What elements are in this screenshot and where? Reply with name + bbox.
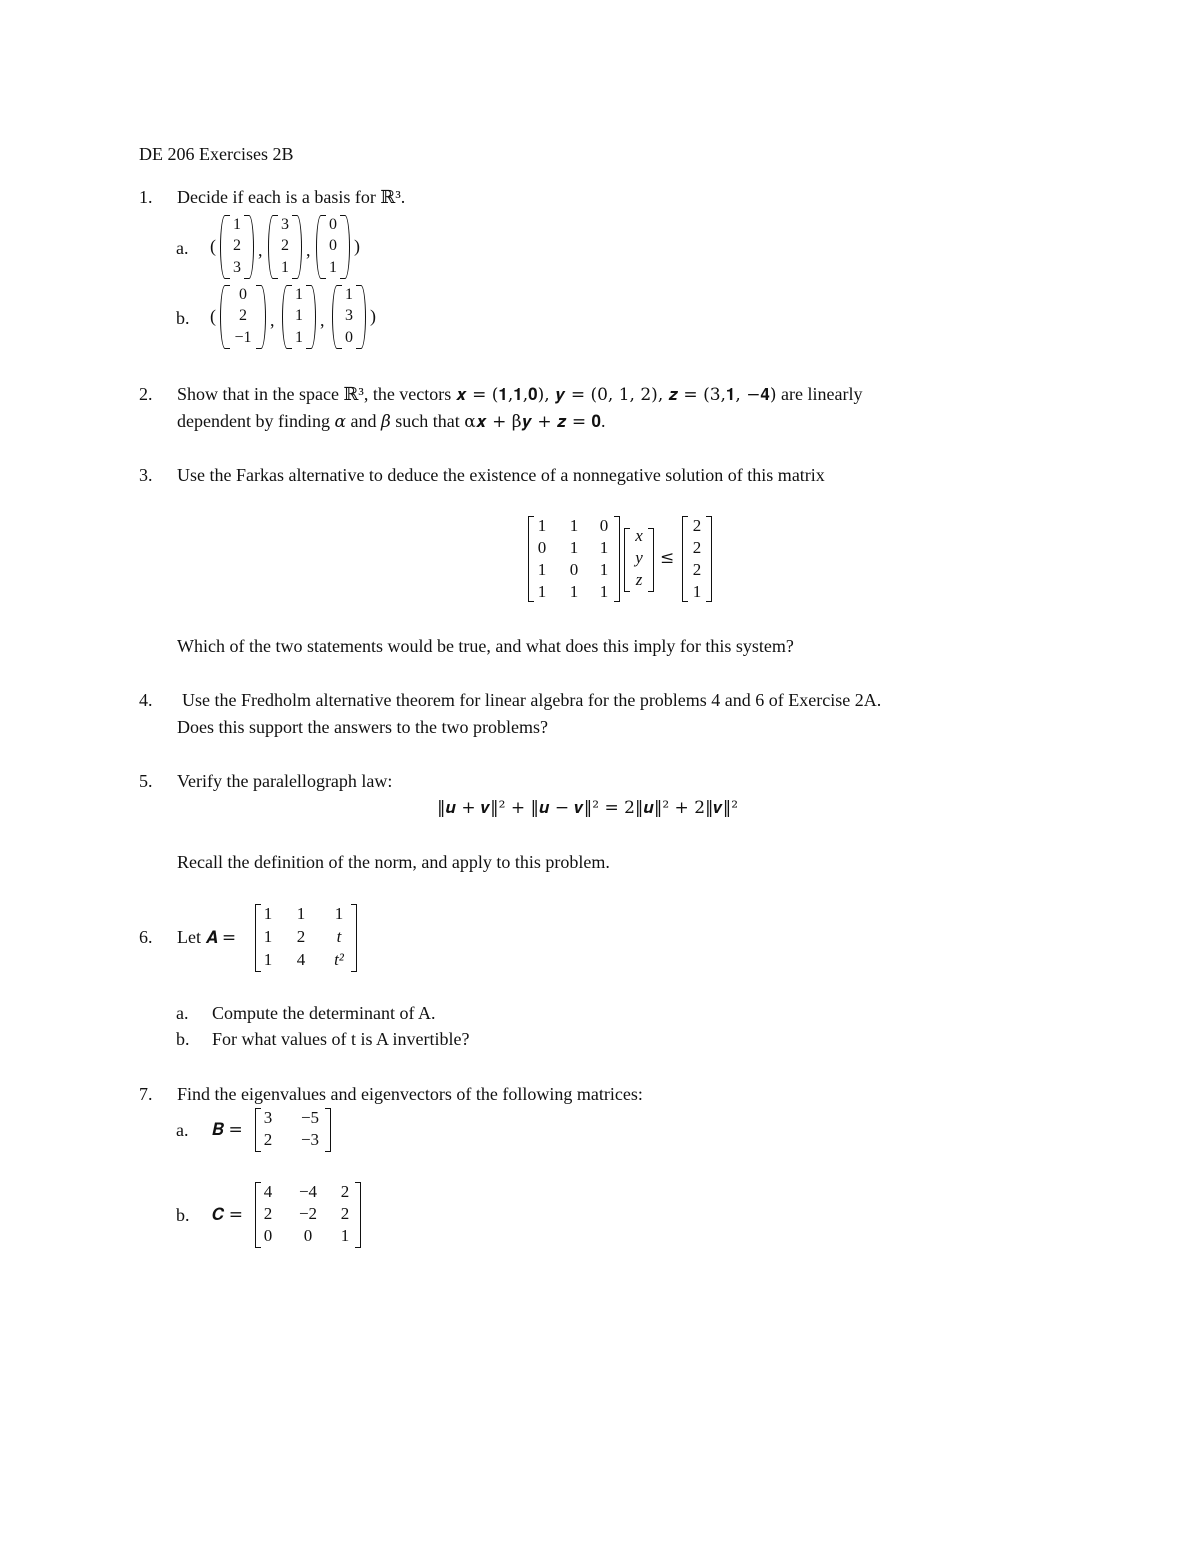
question-7-number: 7. [139, 1084, 153, 1104]
vector-set-close-paren: ) [354, 236, 360, 256]
matrix-B: 3 −5 2 −3 [255, 1107, 331, 1151]
question-5-text: Verify the paralellograph law: [177, 771, 393, 791]
question-3-text: Use the Farkas alternative to deduce the existence of a nonnegative solution of this matrix [177, 465, 825, 485]
vector-1a-1: 1 2 3 [220, 215, 254, 281]
vector-set-open-paren: ( [210, 236, 216, 256]
vector-set-open-paren: ( [210, 306, 216, 326]
question-2-number: 2. [139, 384, 153, 404]
question-7b-label: b. [176, 1205, 190, 1225]
farkas-variable-vector: x y z [624, 526, 654, 592]
question-6-let: Let 𝑨 = [177, 927, 237, 948]
question-4-number: 4. [139, 690, 153, 710]
comma: , [258, 240, 263, 260]
matrix-A: 1 1 1 1 2 t 1 4 t² [255, 903, 357, 971]
vector-1b-2: 1 1 1 [282, 285, 316, 351]
question-6b-label: b. [176, 1029, 190, 1049]
farkas-coefficient-matrix: 1 1 0 0 1 1 1 0 1 1 1 1 [528, 514, 620, 602]
question-4-line-2: Does this support the answers to the two problems? [177, 717, 548, 737]
question-1b-label: b. [176, 308, 190, 328]
question-5-number: 5. [139, 771, 153, 791]
comma: , [320, 310, 325, 330]
question-6a-label: a. [176, 1003, 189, 1023]
page-title: DE 206 Exercises 2B [139, 144, 294, 164]
vector-1a-2: 3 2 1 [268, 215, 302, 281]
vector-1a-3: 0 0 1 [316, 215, 350, 281]
vector-1b-3: 1 3 0 [332, 285, 366, 351]
matrix-B-name: 𝑩 = [212, 1120, 243, 1140]
question-2-line-2: dependent by finding α and β such that α𝒙 + β𝒚 + 𝒛 = 𝟎. [177, 411, 606, 432]
parallelogram-law-formula: ‖𝒖 + 𝒗‖² + ‖𝒖 − 𝒗‖² = 2‖𝒖‖² + 2‖𝒗‖² [437, 798, 739, 818]
question-7a-label: a. [176, 1120, 189, 1140]
comma: , [306, 240, 311, 260]
question-1a-label: a. [176, 238, 189, 258]
question-7-text: Find the eigenvalues and eigenvectors of the following matrices: [177, 1084, 643, 1104]
question-6-number: 6. [139, 927, 153, 947]
question-6a-text: Compute the determinant of A. [212, 1003, 436, 1023]
comma: , [270, 310, 275, 330]
question-6b-text: For what values of t is A invertible? [212, 1029, 470, 1049]
matrix-C-name: 𝑪 = [212, 1205, 244, 1225]
farkas-rhs-vector: 2 2 2 1 [682, 514, 712, 602]
question-2-line-1: Show that in the space ℝ³, the vectors 𝒙 = (𝟏,𝟏,𝟎), 𝒚 = (0, 1, 2), 𝒛 = (3,𝟏, −𝟒) are linearly [177, 384, 863, 405]
question-1-number: 1. [139, 187, 153, 207]
vector-1b-1: 0 2 −1 [220, 285, 266, 351]
question-4-line-1: Use the Fredholm alternative theorem for linear algebra for the problems 4 and 6 of Exercise 2A. [182, 690, 882, 710]
matrix-C: 4 −4 2 2 −2 2 0 0 1 [255, 1181, 361, 1247]
vector-set-close-paren: ) [370, 306, 376, 326]
question-3-number: 3. [139, 465, 153, 485]
question-3-followup: Which of the two statements would be true, and what does this imply for this system? [177, 636, 794, 656]
question-1-text: Decide if each is a basis for ℝ³. [177, 187, 406, 207]
less-than-or-equal-sign: ≤ [660, 548, 675, 568]
question-5-followup: Recall the definition of the norm, and apply to this problem. [177, 852, 610, 872]
